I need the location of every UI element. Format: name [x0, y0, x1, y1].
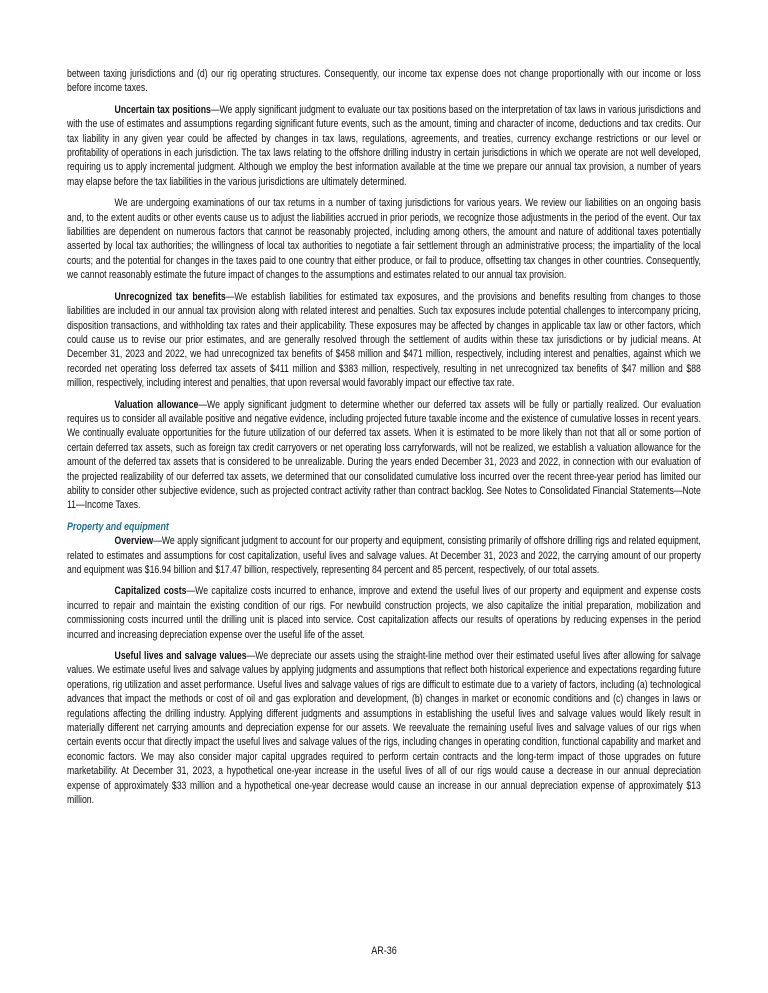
paragraph-tax-examinations: We are undergoing examinations of our tax returns in a number of taxing jurisdictions for various years. We review our liabilities on an ongoing basis and, to the extent audits or other events cause us to adjust the liabilities accrued in prior periods, we recognize those adjustments in the period of the event. Our tax liabilities are dependent on numerous factors that cannot be reasonably projected, including among others, the amount and nature of additional taxes potentially asserted by local tax authorities; the willingness of local tax authorities to negotiate a fair settlement through an administrative process; the impartiality of the local courts; and the potential for changes in the taxes paid to one country that either produce, or fail to produce, offsetting tax changes in other countries. Consequently, we cannot reasonably estimate the future impact of changes to the assumptions and estimates related to our annual tax provision. — [67, 197, 701, 282]
paragraph-title: Uncertain tax positions — [114, 103, 211, 116]
section-heading-property-equipment: Property and equipment — [67, 520, 169, 533]
paragraph-text: —We apply significant judgment to account for our property and equipment, consisting primarily of offshore drilling rigs and related equipment, related to estimates and assumptions for cost capitalization, useful lives and salvage values. At December 31, 2023 and 2022, the carrying amount of our property and equipment was $16.94 billion and $17.47 billion, respectively, representing 84 percent and 85 percent, respectively, of our total assets. — [67, 535, 701, 576]
paragraph-unrecognized-tax-benefits — [67, 290, 701, 391]
paragraph-title: Capitalized costs — [114, 585, 187, 598]
paragraph-text: —We apply significant judgment to evaluate our tax positions based on the interpretation of tax laws in various jurisdictions and with the use of estimates and assumptions regarding significant future events, such as the amount, timing and character of income, deductions and tax credits. Our tax liability in any given year could be affected by changes in tax laws, regulations, agreements, and treaties, currency exchange restrictions or our level or profitability of operations in each jurisdiction. The tax laws relating to the offshore drilling industry in certain jurisdictions in which we operate are not well developed, requiring us to apply incremental judgment. Although we employ the best information available at the time we prepare our annual tax provision, a number of years may elapse before the tax liabilities in the various jurisdictions are ultimately determined. — [67, 103, 701, 188]
document-body — [67, 67, 701, 815]
paragraph-useful-lives — [67, 649, 701, 807]
paragraph-title: Valuation allowance — [114, 398, 199, 411]
paragraph-overview — [67, 534, 701, 577]
paragraph-title: Useful lives and salvage values — [114, 650, 247, 663]
paragraph-tax-jurisdictions: between taxing jurisdictions and (d) our rig operating structures. Consequently, our income tax expense does not change proportionally with our income or loss before income taxes. — [67, 68, 701, 95]
paragraph-title: Unrecognized tax benefits — [114, 290, 226, 303]
paragraph-text: —We establish liabilities for estimated tax exposures, and the provisions and benefits resulting from changes to those liabilities are included in our annual tax provision along with related interest and penalties. Such tax exposures include potential challenges to intercompany pricing, disposition transactions, and withholding tax rates and their applicability. These exposures may be affected by changes in applicable tax law or other factors, which could cause us to revise our prior estimates, and are generally resolved through the settlement of audits within these tax jurisdictions or by judicial means. At December 31, 2023 and 2022, we had unrecognized tax benefits of $458 million and $471 million, respectively, including interest and penalties, against which we recorded net operating loss deferred tax assets of $411 million and $383 million, respectively, resulting in net unrecognized tax benefits of $47 million and $88 million, respectively, including interest and penalties, that upon reversal would favorably impact our effective tax rate. — [67, 290, 701, 390]
paragraph-text: —We capitalize costs incurred to enhance, improve and extend the useful lives of our property and equipment and expense costs incurred to repair and maintain the existing condition of our rigs. For newbuild construction projects, we also capitalize the initial preparation, mobilization and commissioning costs incurred until the drilling unit is placed into service. Cost capitalization affects our results of operations by reducing expenses in the period incurred and increasing depreciation expense over the useful life of the asset. — [67, 585, 701, 641]
paragraph-title: Overview — [114, 535, 154, 548]
paragraph-valuation-allowance — [67, 398, 701, 513]
paragraph-text: —We apply significant judgment to determine whether our deferred tax assets will be fully or partially realized. Our evaluation requires us to consider all available positive and negative evidence, including projected future taxable income and the existence of cumulative losses in recent years. We continually evaluate opportunities for the future utilization of our deferred tax assets. When it is estimated to be more likely than not that all or some portion of certain deferred tax assets, such as foreign tax credit carryovers or net operating loss carryforwards, will not be realized, we establish a valuation allowance for the amount of the deferred tax assets that is considered to be unrealizable. During the years ended December 31, 2023 and 2022, in connection with our evaluation of the projected realizability of our deferred tax assets, we determined that our consolidated cumulative loss incurred over the recent three-year period has limited our ability to consider other subjective evidence, such as projected contract activity rather than contract backlog. See Notes to Consolidated Financial Statements—Note 11—Income Taxes. — [67, 398, 701, 512]
paragraph-capitalized-costs — [67, 584, 701, 642]
paragraph-text: —We depreciate our assets using the straight-line method over their estimated useful lives after allowing for salvage values. We estimate useful lives and salvage values by applying judgments and assumptions that reflect both historical experience and expectations regarding future operations, rig utilization and asset performance. Useful lives and salvage values of rigs are difficult to estimate due to a variety of factors, including (a) technological advances that impact the methods or cost of oil and gas exploration and development, (b) changes in market or economic conditions and (c) changes in laws or regulations affecting the drilling industry. Applying different judgments and assumptions in establishing the useful lives and salvage values would likely result in materially different net carrying amounts and depreciation expense for our assets. We reevaluate the remaining useful lives and salvage values of our rigs when certain events occur that directly impact the useful lives and salvage values of the rigs, including changes in operating condition, functional capability and market and economic factors. We may also consider major capital upgrades required to perform certain contracts and the long-term impact of those upgrades on future marketability. At December 31, 2023, a hypothetical one-year increase in the useful lives of all of our rigs would cause a decrease in our annual depreciation expense of approximately $33 million and a hypothetical one-year decrease would cause an increase in our annual depreciation expense of approximately $13 million. — [67, 650, 701, 807]
page-number-text: AR-36 — [371, 945, 397, 957]
page-number — [0, 945, 768, 957]
paragraph-uncertain-tax-positions — [67, 103, 701, 189]
